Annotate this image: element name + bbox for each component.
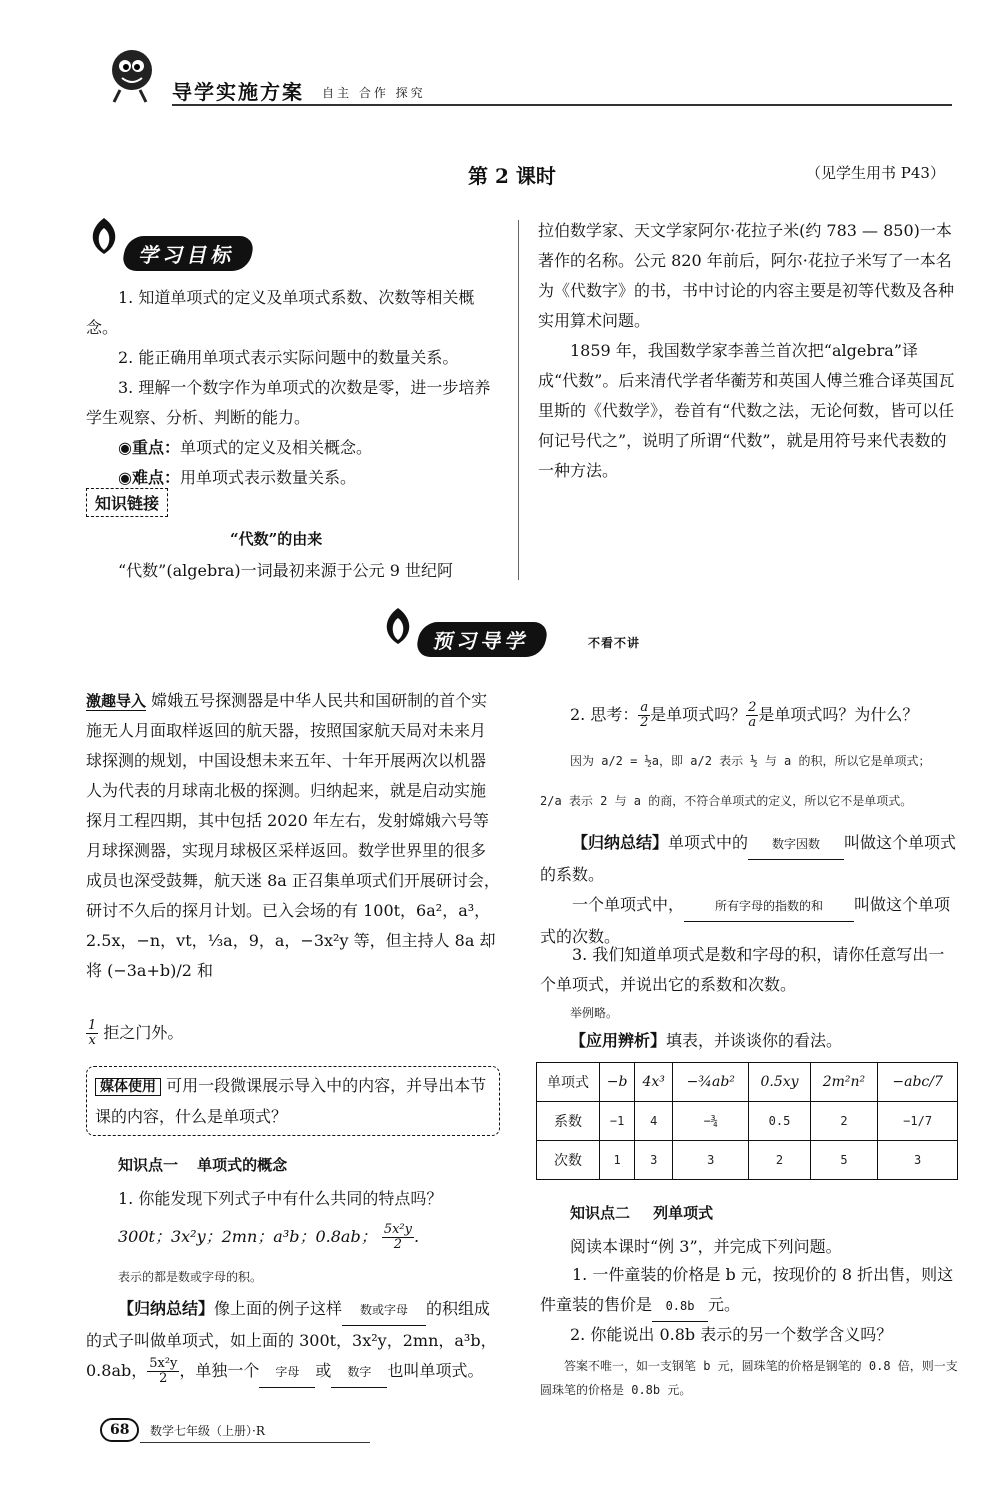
table-head: 系数 bbox=[537, 1102, 600, 1141]
table-head: 单项式 bbox=[537, 1063, 600, 1102]
goal-item: 3. 理解一个数字作为单项式的次数是零，进一步培养学生观察、分析、判断的能力。 bbox=[86, 378, 491, 427]
intro-label: 激趣导入 bbox=[86, 692, 147, 710]
header-rule bbox=[172, 104, 952, 106]
header-subtitle: 自主 合作 探究 bbox=[322, 86, 426, 100]
table-cell: −¾ bbox=[673, 1102, 749, 1141]
mascot-icon bbox=[100, 46, 160, 106]
lesson-ref: （见学生用书 P43） bbox=[806, 164, 945, 182]
knowledge-link-label: 知识链接 bbox=[86, 488, 168, 517]
summary2: 【归纳总结】单项式中的 数字因数 叫做这个单项式的系数。 一个单项式中， 所有字母的指数的和 叫做这个单项式的次数。 bbox=[540, 828, 960, 952]
flame-icon bbox=[84, 214, 124, 258]
section-banner-goals: 学习目标 bbox=[124, 236, 252, 271]
table-cell: 2m²n² bbox=[810, 1063, 878, 1102]
table-cell: 3 bbox=[673, 1141, 749, 1180]
q1: 1. 你能发现下列式子中有什么共同的特点吗？ bbox=[118, 1189, 443, 1208]
story-para: 拉伯数学家、天文学家阿尔·花拉子米(约 783 — 850)一本著作的名称。公元 820 年前后，阿尔·花拉子米写了一本名为《代数字》的书，书中讨论的内容主要是初等代数及各种实用算术问题。 bbox=[538, 221, 955, 330]
table-head: 次数 bbox=[537, 1141, 600, 1180]
media-box bbox=[86, 1066, 500, 1136]
q3: 3. 我们知道单项式是数和字母的积，请你任意写出一个单项式，并说出它的系数和次数。 bbox=[540, 945, 945, 994]
q2: 2. 思考： $\frac{a}{2}$ 是单项式吗？ $\frac{2}{a}$ 是单项式吗？为什么？ bbox=[570, 700, 919, 730]
monomial-table bbox=[536, 1062, 958, 1180]
table-row bbox=[537, 1063, 958, 1102]
key-text: 单项式的定义及相关概念。 bbox=[179, 438, 372, 457]
kp2-answer: 答案不唯一，如一支钢笔 b 元，圆珠笔的价格是钢笔的 0.8 倍，则一支圆珠笔的价格是 0.8b 元。 bbox=[540, 1359, 958, 1397]
intro-end: $\frac{1}{x}$ 拒之门外。 bbox=[88, 1018, 184, 1048]
header-title: 导学实施方案 bbox=[172, 80, 304, 104]
table-cell: −abc/7 bbox=[878, 1063, 958, 1102]
q2-answer-1: 因为 a/2 = ½a，即 a/2 表示 ½ 与 a 的积，所以它是单项式； bbox=[570, 754, 931, 768]
table-cell: 1 bbox=[600, 1141, 635, 1180]
kp2-label: 知识点二 bbox=[570, 1204, 631, 1222]
kp1-heading bbox=[118, 1154, 287, 1175]
table-cell: 4x³ bbox=[635, 1063, 673, 1102]
kp2-q2: 2. 你能说出 0.8b 表示的另一个数学含义吗？ bbox=[570, 1325, 893, 1344]
media-label: 媒体使用 bbox=[95, 1078, 161, 1096]
table-row bbox=[537, 1102, 958, 1141]
table-cell: −1/7 bbox=[878, 1102, 958, 1141]
application: 【应用辨析】填表，并谈谈你的看法。 bbox=[570, 1031, 843, 1050]
kp2-heading bbox=[570, 1202, 713, 1223]
media-text: 可用一段微课展示导入中的内容，并导出本节课的内容，什么是单项式？ bbox=[95, 1076, 487, 1126]
difficulty-text: 用单项式表示数量关系。 bbox=[179, 468, 356, 487]
section-banner-preview: 预习导学 bbox=[418, 622, 546, 657]
story-title: “代数”的由来 bbox=[230, 530, 323, 548]
story-right bbox=[538, 216, 958, 486]
goal-item: 2. 能正确用单项式表示实际问题中的数量关系。 bbox=[118, 348, 459, 367]
q1-exprs: 300t；3x²y；2mn；a³b；0.8ab； $\frac{\text{5x²y}}{2}$ . bbox=[118, 1222, 420, 1252]
intro-text: 嫦娥五号探测器是中华人民共和国研制的首个实施无人月面取样返回的航天器，按照国家航天局对未来月球探测的规划，中国设想未来五年、十年开展两次以机器人为代表的月球南北极的探测。归纳起来，就是启动实施探月工程四期，其中包括 2020 年左右，发射嫦娥六号等月球探测器，实现月球极区采样返回。数学世界里的很多成员也深受鼓舞，航天迷 8a 正召集单项式们开展研讨会，研讨不久后的探月计划。已入会场的有 100t，6a²，a³，2.5x，−n，vt，⅓a，9，a，−3x²y 等，但主持人 8a 却将 (−3a+b)/2 和 bbox=[86, 691, 500, 980]
kp1-title: 单项式的概念 bbox=[197, 1156, 288, 1174]
goal-item: 1. 知道单项式的定义及单项式系数、次数等相关概念。 bbox=[86, 288, 475, 337]
book-title: 数学七年级（上册）·R bbox=[150, 1424, 265, 1438]
table-cell: 0.5 bbox=[749, 1102, 810, 1141]
story-left: “代数”(algebra)一词最初来源于公元 9 世纪阿 bbox=[118, 561, 453, 580]
table-cell: −b bbox=[600, 1063, 635, 1102]
q3-answer: 举例略。 bbox=[570, 1006, 619, 1020]
q1-answer: 表示的都是数或字母的积。 bbox=[118, 1270, 263, 1284]
table-cell: 3 bbox=[878, 1141, 958, 1180]
flame-icon bbox=[378, 604, 418, 648]
footer-rule bbox=[140, 1442, 370, 1443]
table-cell: 2 bbox=[749, 1141, 810, 1180]
q2-answer-2: 2/a 表示 2 与 a 的商，不符合单项式的定义，所以它不是单项式。 bbox=[540, 794, 913, 808]
table-cell: 4 bbox=[635, 1102, 673, 1141]
kp2-title: 列单项式 bbox=[653, 1204, 714, 1222]
table-cell: −¾ab² bbox=[673, 1063, 749, 1102]
page-number: 68 bbox=[100, 1418, 139, 1442]
difficulty-label: ◉难点： bbox=[118, 468, 180, 487]
goals-list bbox=[86, 283, 506, 493]
story-para: 1859 年，我国数学家李善兰首次把“algebra”译成“代数”。后来清代学者华蘅芳和英国人傅兰雅合译英国瓦里斯的《代数学》，卷首有“代数之法，无论何数，皆可以任何记号代之”，说明了所谓“代数”，就是用符号来代表数的一种方法。 bbox=[538, 341, 955, 480]
key-label: ◉重点： bbox=[118, 438, 180, 457]
table-cell: −1 bbox=[600, 1102, 635, 1141]
kp1-label: 知识点一 bbox=[118, 1156, 179, 1174]
table-cell: 3 bbox=[635, 1141, 673, 1180]
lesson-title: 第 2 课时 bbox=[468, 164, 556, 188]
table-cell: 2 bbox=[810, 1102, 878, 1141]
intro-block bbox=[86, 686, 500, 986]
table-row bbox=[537, 1141, 958, 1180]
summary1: 【归纳总结】像上面的例子这样 数或字母 的积组成的式子叫做单项式，如上面的 300t，3x²y，2mn，a³b，0.8ab， $\frac{\text{5x²y}}{2}$ ，单独一个 字母 或 数字 也叫单项式。 bbox=[86, 1294, 500, 1388]
column-divider bbox=[518, 220, 519, 580]
table-cell: 0.5xy bbox=[749, 1063, 810, 1102]
banner-note: 不看不讲 bbox=[588, 636, 641, 650]
kp2-intro: 阅读本课时“例 3”，并完成下列问题。 bbox=[570, 1237, 842, 1256]
table-cell: 5 bbox=[810, 1141, 878, 1180]
kp2-q1: 1. 一件童装的价格是 b 元，按现价的 8 折出售，则这件童装的售价是 0.8b 元。 bbox=[540, 1260, 960, 1322]
